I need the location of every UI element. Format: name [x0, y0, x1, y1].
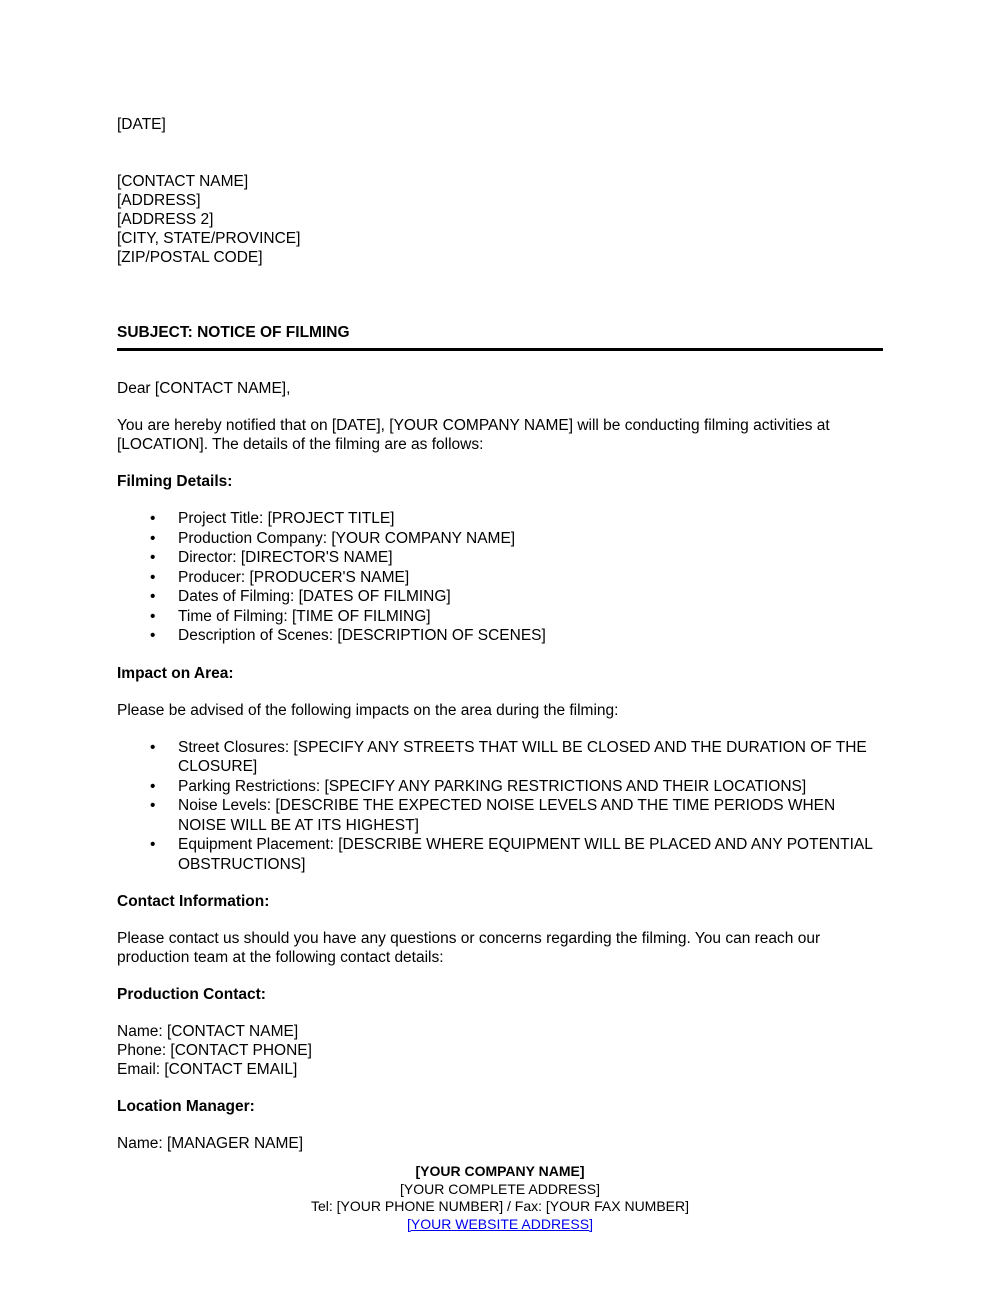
list-item: • Parking Restrictions: [SPECIFY ANY PARKING RESTRICTIONS AND THEIR LOCATIONS] — [178, 777, 883, 797]
date-line: [DATE] — [117, 116, 166, 133]
list-item: • Description of Scenes: [DESCRIPTION OF SCENES] — [178, 626, 883, 646]
list-item: • Project Title: [PROJECT TITLE] — [178, 509, 883, 529]
intro-paragraph: You are hereby notified that on [DATE], [YOUR COMPANY NAME] will be conducting filming activities at [LOCATION]. The details of the filming are as follows: — [117, 417, 830, 453]
letter-footer — [0, 1163, 1000, 1233]
production-contact-heading: Production Contact: — [117, 986, 266, 1003]
list-item: • Director: [DIRECTOR'S NAME] — [178, 548, 883, 568]
list-item: • Time of Filming: [TIME OF FILMING] — [178, 607, 883, 627]
list-item: • Dates of Filming: [DATES OF FILMING] — [178, 587, 883, 607]
filming-details-list — [117, 509, 883, 646]
list-item: • Equipment Placement: [DESCRIBE WHERE EQUIPMENT WILL BE PLACED AND ANY POTENTIAL OBSTRUCTIONS] — [178, 835, 883, 874]
footer-address: [YOUR COMPLETE ADDRESS] — [400, 1180, 600, 1197]
contact-info-lead: Please contact us should you have any questions or concerns regarding the filming. You can reach our production team at the following contact details: — [117, 930, 821, 966]
impact-heading: Impact on Area: — [117, 664, 234, 682]
footer-company-name: [YOUR COMPANY NAME] — [415, 1163, 585, 1179]
location-manager-block — [117, 1134, 883, 1153]
contact-info-heading: Contact Information: — [117, 893, 270, 910]
contact-line: Email: [CONTACT EMAIL] — [117, 1061, 298, 1078]
location-manager-heading: Location Manager: — [117, 1098, 255, 1115]
recipient-line: [ADDRESS] — [117, 192, 201, 209]
recipient-line: [CITY, STATE/PROVINCE] — [117, 230, 301, 247]
impact-lead: Please be advised of the following impacts on the area during the filming: — [117, 701, 619, 719]
list-item: • Producer: [PRODUCER'S NAME] — [178, 568, 883, 588]
subject-heading: SUBJECT: NOTICE OF FILMING — [117, 324, 350, 341]
salutation: Dear [CONTACT NAME], — [117, 380, 291, 397]
website-link[interactable]: [YOUR WEBSITE ADDRESS] — [407, 1215, 593, 1232]
subject-divider — [117, 348, 883, 351]
footer-tel-fax: Tel: [YOUR PHONE NUMBER] / Fax: [YOUR FAX NUMBER] — [310, 1198, 690, 1214]
production-contact-block — [117, 1022, 883, 1079]
recipient-line: [ADDRESS 2] — [117, 211, 214, 228]
list-item: • Noise Levels: [DESCRIBE THE EXPECTED NOISE LEVELS AND THE TIME PERIODS WHEN NOISE WILL BE AT ITS HIGHEST] — [178, 796, 883, 835]
recipient-block — [117, 172, 883, 267]
contact-line: Phone: [CONTACT PHONE] — [117, 1042, 312, 1059]
list-item: • Street Closures: [SPECIFY ANY STREETS THAT WILL BE CLOSED AND THE DURATION OF THE CLOSURE] — [178, 738, 883, 777]
filming-details-heading: Filming Details: — [117, 473, 233, 490]
impact-list — [117, 738, 883, 875]
recipient-line: [ZIP/POSTAL CODE] — [117, 249, 263, 266]
list-item: • Production Company: [YOUR COMPANY NAME] — [178, 529, 883, 549]
contact-line: Name: [CONTACT NAME] — [117, 1023, 299, 1040]
recipient-line: [CONTACT NAME] — [117, 173, 249, 190]
contact-line: Name: [MANAGER NAME] — [117, 1135, 304, 1152]
